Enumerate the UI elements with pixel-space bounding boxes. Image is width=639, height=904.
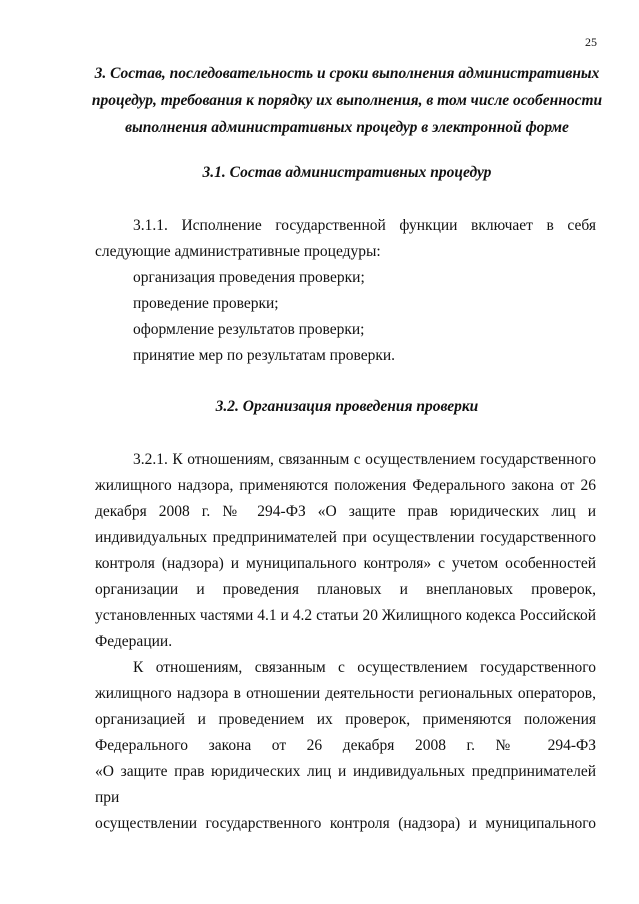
paragraph-line: Федерации. — [95, 633, 173, 650]
paragraph-line: индивидуальных предпринимателей при осуществлении государственного — [95, 529, 596, 546]
paragraph-line: контроля (надзора) и муниципального контроля» с учетом особенностей — [95, 555, 596, 572]
paragraph-line: декабря 2008 г. № 294-ФЗ «О защите прав юридических лиц и — [95, 503, 596, 520]
page-number: 25 — [585, 35, 597, 49]
subsection-3-1-body — [95, 213, 596, 369]
paragraph-line: жилищного надзора, применяются положения Федерального закона от 26 — [95, 477, 596, 494]
subsection-3-2-body — [95, 447, 596, 837]
paragraph-line: организации и проведения плановых и внеплановых проверок, — [95, 581, 596, 598]
list-item: организация проведения проверки; — [133, 269, 365, 286]
paragraph-line: организацией и проведением их проверок, применяются положения — [95, 711, 596, 728]
list-item: оформление результатов проверки; — [133, 321, 365, 338]
list-item: проведение проверки; — [133, 295, 279, 312]
paragraph-line: «О защите прав юридических лиц и индивидуальных предпринимателей при — [95, 763, 596, 806]
subsection-heading-3-2: 3.2. Организация проведения проверки — [215, 398, 479, 415]
paragraph-line: Федерального закона от 26 декабря 2008 г. № 294-ФЗ — [95, 737, 596, 754]
subsection-heading-3-1: 3.1. Состав административных процедур — [202, 164, 492, 181]
paragraph-line: следующие административные процедуры: — [95, 243, 381, 260]
paragraph-line: установленных частями 4.1 и 4.2 статьи 20 Жилищного кодекса Российской — [95, 607, 596, 624]
paragraph-line: жилищного надзора в отношении деятельности региональных операторов, — [95, 685, 596, 702]
paragraph-line: 3.2.1. К отношениям, связанным с осуществлением государственного — [133, 451, 596, 468]
section-title: 3. Состав, последовательность и сроки выполнения административных процедур, требования к порядку их выполнения, в том числе особенности выполнения административных процедур в электронной форме — [91, 65, 603, 136]
paragraph-line: осуществлении государственного контроля (надзора) и муниципального — [95, 815, 596, 832]
list-item: принятие мер по результатам проверки. — [133, 347, 396, 364]
paragraph-line: 3.1.1. Исполнение государственной функции включает в себя — [133, 217, 596, 234]
paragraph-line: К отношениям, связанным с осуществлением государственного — [133, 659, 596, 676]
